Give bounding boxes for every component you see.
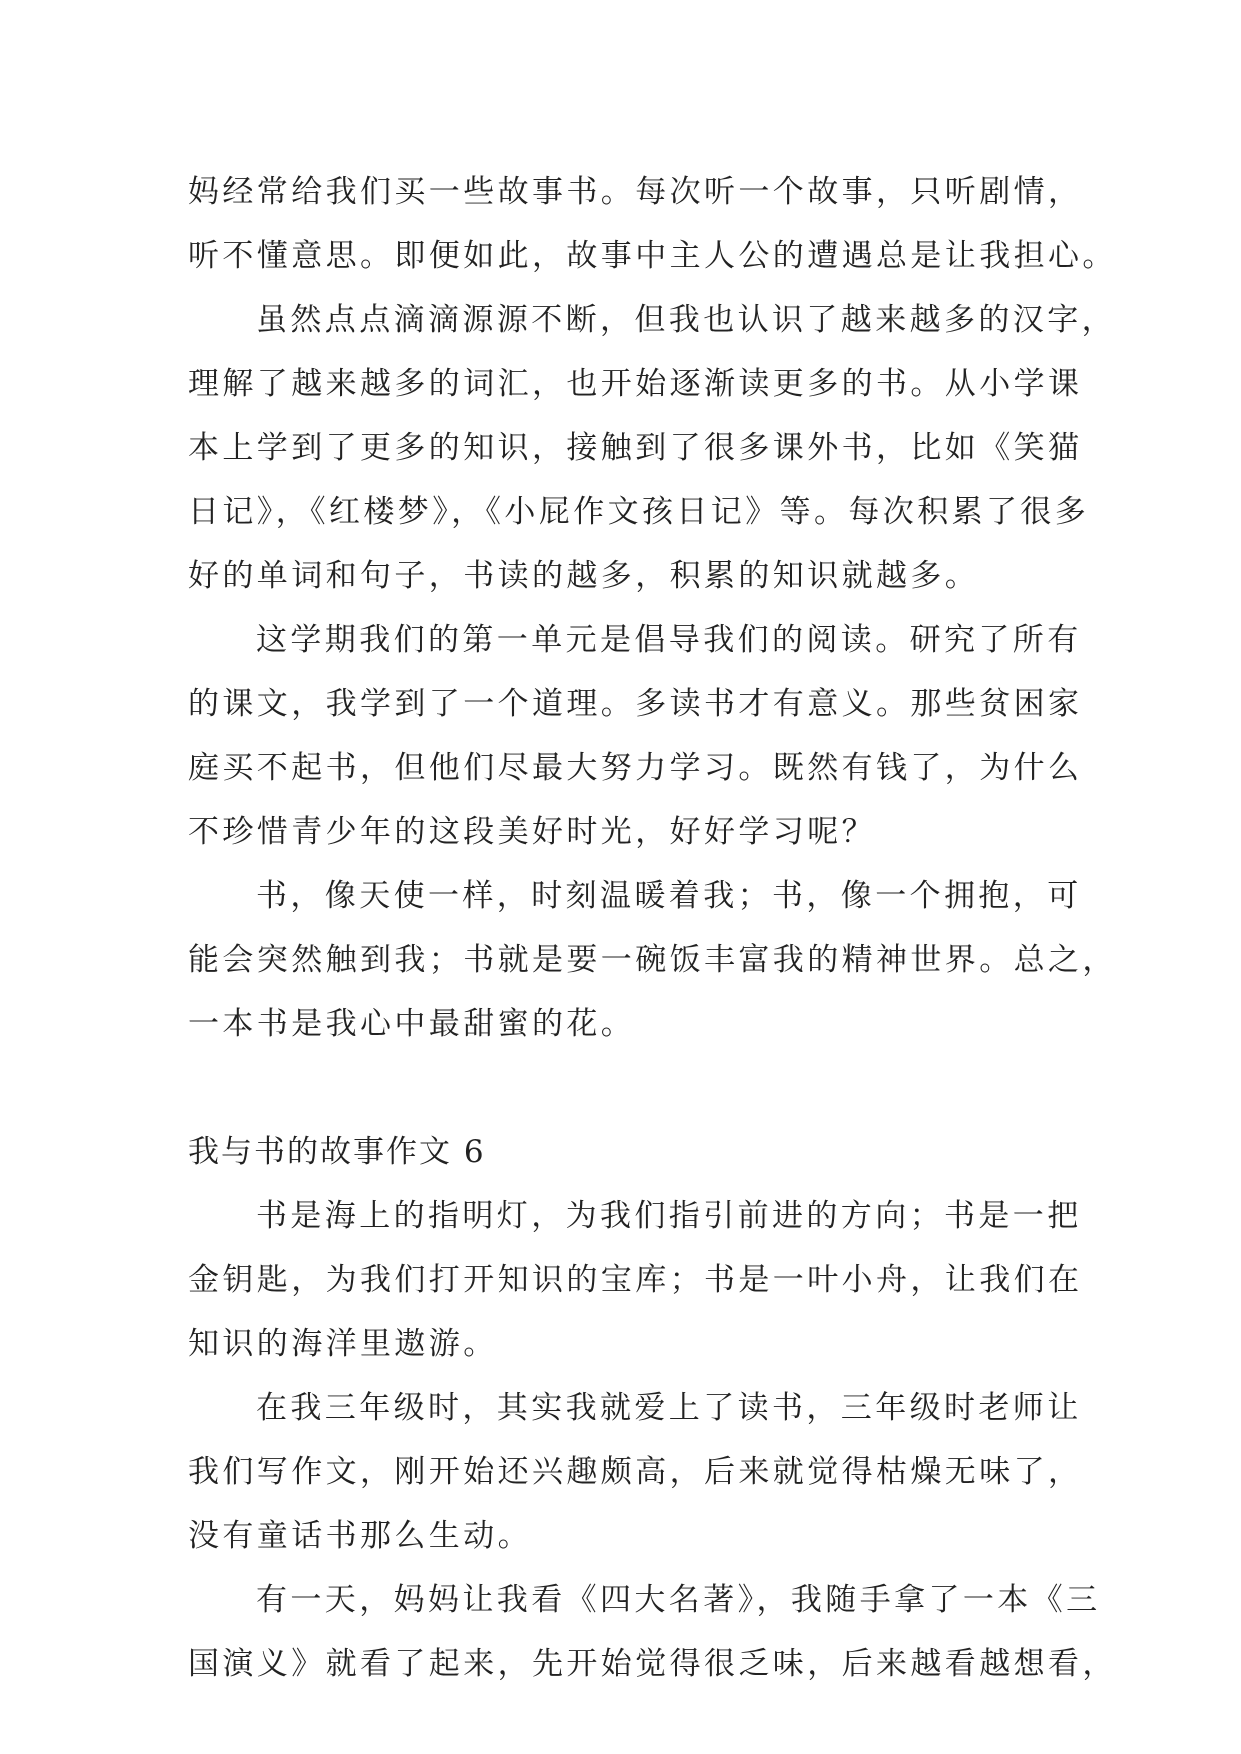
text-line: 书，像天使一样，时刻温暖着我；书，像一个拥抱，可 xyxy=(256,878,1082,914)
text-line: 妈经常给我们买一些故事书。每次听一个故事，只听剧情， xyxy=(188,174,1083,210)
text-line: 书是海上的指明灯，为我们指引前进的方向；书是一把 xyxy=(256,1198,1082,1234)
text-line: 没有童话书那么生动。 xyxy=(188,1518,532,1554)
text-line: 这学期我们的第一单元是倡导我们的阅读。研究了所有 xyxy=(256,622,1082,658)
text-line: 的课文，我学到了一个道理。多读书才有意义。那些贫困家 xyxy=(188,686,1083,722)
text-line: 虽然点点滴滴源源不断，但我也认识了越来越多的汉字， xyxy=(256,302,1116,338)
text-line: 能会突然触到我；书就是要一碗饭丰富我的精神世界。总之， xyxy=(188,942,1117,978)
text-line: 不珍惜青少年的这段美好时光，好好学习呢？ xyxy=(188,814,876,850)
text-line: 国演义》就看了起来，先开始觉得很乏味，后来越看越想看， xyxy=(188,1646,1117,1682)
text-line: 有一天，妈妈让我看《四大名著》，我随手拿了一本《三 xyxy=(256,1582,1101,1618)
text-line: 庭买不起书，但他们尽最大努力学习。既然有钱了，为什么 xyxy=(188,750,1083,786)
text-line: 本上学到了更多的知识，接触到了很多课外书，比如《笑猫 xyxy=(188,430,1083,466)
text-line: 在我三年级时，其实我就爱上了读书，三年级时老师让 xyxy=(256,1390,1082,1426)
section-gap xyxy=(188,1056,1088,1120)
text-line: 好的单词和句子，书读的越多，积累的知识就越多。 xyxy=(188,558,980,594)
text-line: 知识的海洋里遨游。 xyxy=(188,1326,498,1362)
document-body xyxy=(188,160,1117,1696)
text-line: 一本书是我心中最甜蜜的花。 xyxy=(188,1006,636,1042)
text-line: 理解了越来越多的词汇，也开始逐渐读更多的书。从小学课 xyxy=(188,366,1083,402)
text-line: 听不懂意思。即便如此，故事中主人公的遭遇总是让我担心。 xyxy=(188,238,1117,274)
text-line: 我们写作文，刚开始还兴趣颇高，后来就觉得枯燥无味了， xyxy=(188,1454,1083,1490)
text-line: 日记》，《红楼梦》，《小屁作文孩日记》等。每次积累了很多 xyxy=(188,494,1090,530)
text-line: 金钥匙，为我们打开知识的宝库；书是一叶小舟，让我们在 xyxy=(188,1262,1083,1298)
section-heading: 我与书的故事作文 6 xyxy=(188,1134,486,1170)
